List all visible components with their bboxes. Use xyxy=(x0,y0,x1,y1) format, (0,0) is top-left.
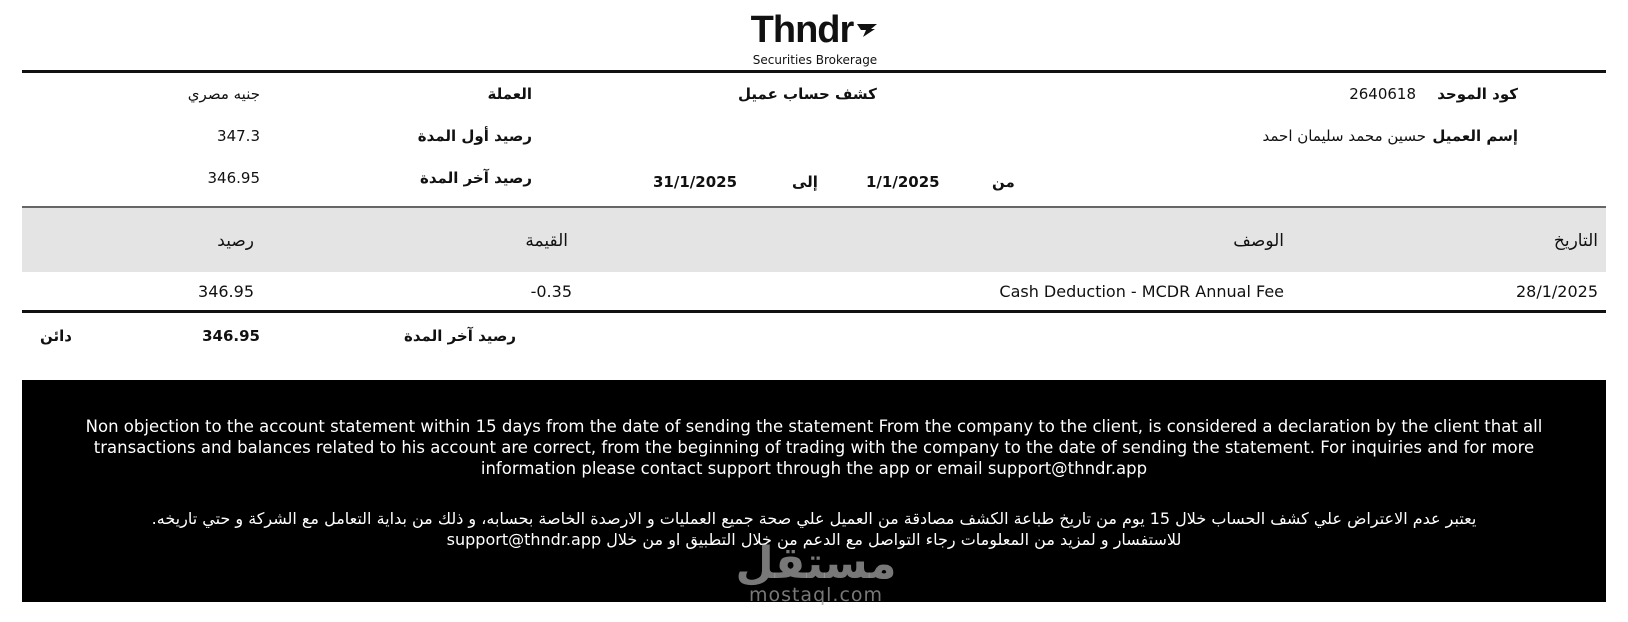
unified-code-label: كود الموحد xyxy=(1437,85,1518,103)
disclaimer-english: Non objection to the account statement within 15 days from the date of sending the statement From the company to the client, is considered a declaration by the client that all transactions and balances related to his account are correct, from the beginning of trading with the company to the date of sending the statement. For inquiries and for more information please contact support through the app or email support@thndr.app xyxy=(85,417,1543,478)
column-header-date: التاريخ xyxy=(1553,231,1598,251)
client-name-value: حسين محمد سليمان احمد xyxy=(1262,127,1426,145)
row-amount: -0.35 xyxy=(530,282,572,301)
column-header-description: الوصف xyxy=(1233,231,1284,251)
currency-value: جنيه مصري xyxy=(187,85,260,103)
opening-balance-label: رصيد أول المدة xyxy=(417,127,532,145)
row-date: 28/1/2025 xyxy=(1515,282,1598,301)
closing-balance-value: 346.95 xyxy=(207,169,260,187)
currency-label: العملة xyxy=(487,85,532,103)
row-balance: 346.95 xyxy=(198,282,254,301)
disclaimer-arabic-line-2: للاستفسار و لمزيد من المعلومات رجاء التواصل مع الدعم من خلال التطبيق او من خلال support@thndr.app xyxy=(446,530,1182,549)
table-row xyxy=(22,272,1606,310)
mostaql-watermark xyxy=(726,540,906,612)
to-label: إلى xyxy=(792,173,818,191)
column-header-amount: القيمة xyxy=(525,231,568,251)
statement-title: كشف حساب عميل xyxy=(738,85,877,103)
from-label: من xyxy=(992,173,1015,191)
unified-code-value: 2640618 xyxy=(1349,85,1416,103)
client-name-label: إسم العميل xyxy=(1432,127,1518,145)
opening-balance-value: 347.3 xyxy=(217,127,260,145)
table-header xyxy=(22,208,1606,272)
summary-balance-type: دائن xyxy=(40,327,72,345)
logo-subtitle: Securities Brokerage xyxy=(752,53,878,67)
logo-wordmark: Thndr xyxy=(750,9,854,51)
header-top-rule xyxy=(22,70,1606,73)
summary-label: رصيد آخر المدة xyxy=(404,327,516,345)
from-date: 1/1/2025 xyxy=(866,173,940,191)
to-date: 31/1/2025 xyxy=(653,173,738,191)
watermark-english: mostaql.com xyxy=(748,584,884,606)
summary-value: 346.95 xyxy=(202,327,260,345)
watermark-arabic: مستقل xyxy=(735,538,897,589)
table-bottom-rule xyxy=(22,310,1606,313)
disclaimer-arabic-line-1: يعتبر عدم الاعتراض علي كشف الحساب خلال 15 يوم من تاريخ طباعة الكشف مصادقة من العميل علي صحة جميع العمليات و الارصدة الخاصة بحسابه، و ذلك من بداية التعامل مع الشركة و حتي تاريخه. xyxy=(151,509,1477,528)
column-header-balance: رصيد xyxy=(217,231,254,251)
row-description: Cash Deduction - MCDR Annual Fee xyxy=(999,282,1284,301)
thndr-logo xyxy=(740,10,890,66)
closing-balance-label: رصيد آخر المدة xyxy=(420,169,532,187)
arrow-flag-icon xyxy=(855,22,879,38)
